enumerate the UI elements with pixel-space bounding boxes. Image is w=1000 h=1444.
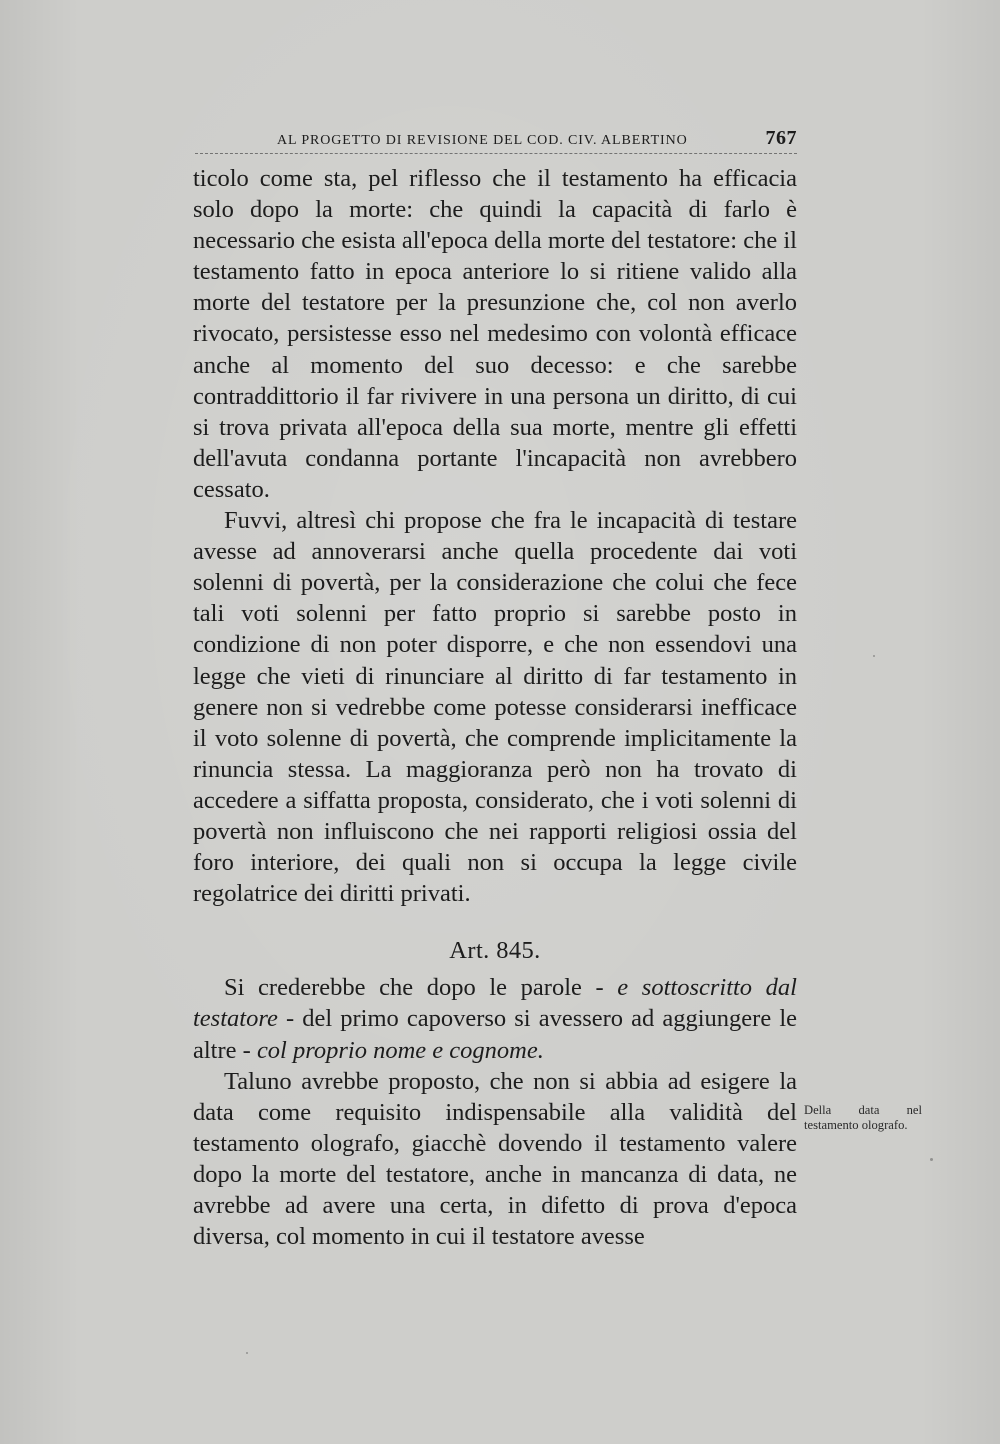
- paper-speck: [246, 1352, 248, 1354]
- article-paragraph: [193, 972, 797, 1065]
- paragraph: Fuvvi, altresì chi propose che fra le incapacità di testare avesse ad annoverarsi anche quella procedente dai voti solenni di povertà, per la considerazione che colui che fece tali voti solenni per fatto proprio si sarebbe posto in condizione di non poter disporre, e che non essendovi una legge che vieti di rinunciare al diritto di far testamento in genere non si vedrebbe come potesse considerarsi inefficace il voto solenne di povertà, che comprende implicitamente la rinuncia stessa. La maggioranza però non ha trovato di accedere a siffatta proposta, considerato, che i voti solenni di povertà non influiscono che nei rapporti religiosi ossia del foro interiore, dei quali non si occupa la legge civile regolatrice dei diritti privati.: [193, 507, 797, 908]
- article-paragraph: Taluno avrebbe proposto, che non si abbia ad esigere la data come requisito indispensabile alla validità del testamento olografo, giacchè dovendo il testamento valere dopo la morte del testatore, anche in mancanza di data, ne avrebbe ad avere una certa, in difetto di prova d'epoca diversa, col momento in cui il testatore avesse: [193, 1067, 797, 1251]
- text-run: - del primo capoverso si avessero ad aggiungere le altre -: [193, 1005, 797, 1064]
- paper-speck: [930, 1158, 933, 1161]
- paper-speck: [873, 655, 875, 657]
- running-title: AL PROGETTO DI REVISIONE DEL COD. CIV. ALBERTINO: [277, 133, 688, 148]
- text-run: Si crederebbe che dopo le parole -: [224, 974, 618, 1002]
- running-head: [195, 127, 797, 151]
- italic-quote: col proprio nome e cognome.: [256, 1036, 544, 1064]
- paragraph-continued: ticolo come sta, pel riflesso che il testamento ha efficacia solo dopo la morte: che quindi la capacità di farlo è necessario che esista all'epoca della morte del testatore: che il testamento fatto in epoca anteriore lo si ritiene valido alla morte del testatore per la presunzione che, col non averlo rivocato, persistesse esso nel medesimo con volontà efficace anche al momento del suo decesso: e che sarebbe contraddittorio il far rivivere in una persona un diritto, di cui si trova privata all'epoca della sua morte, mentre gli effetti dell'avuta condanna portante l'incapacità non avrebbero cessato.: [193, 165, 797, 503]
- article-heading: Art. 845.: [449, 937, 541, 965]
- page-number: 767: [765, 127, 797, 149]
- header-rule: [195, 153, 797, 154]
- margin-note: Della data nel testamento olografo.: [804, 1103, 922, 1132]
- body-text: [193, 163, 797, 1252]
- italic-quote: e sottoscritto dal testatore: [193, 974, 797, 1033]
